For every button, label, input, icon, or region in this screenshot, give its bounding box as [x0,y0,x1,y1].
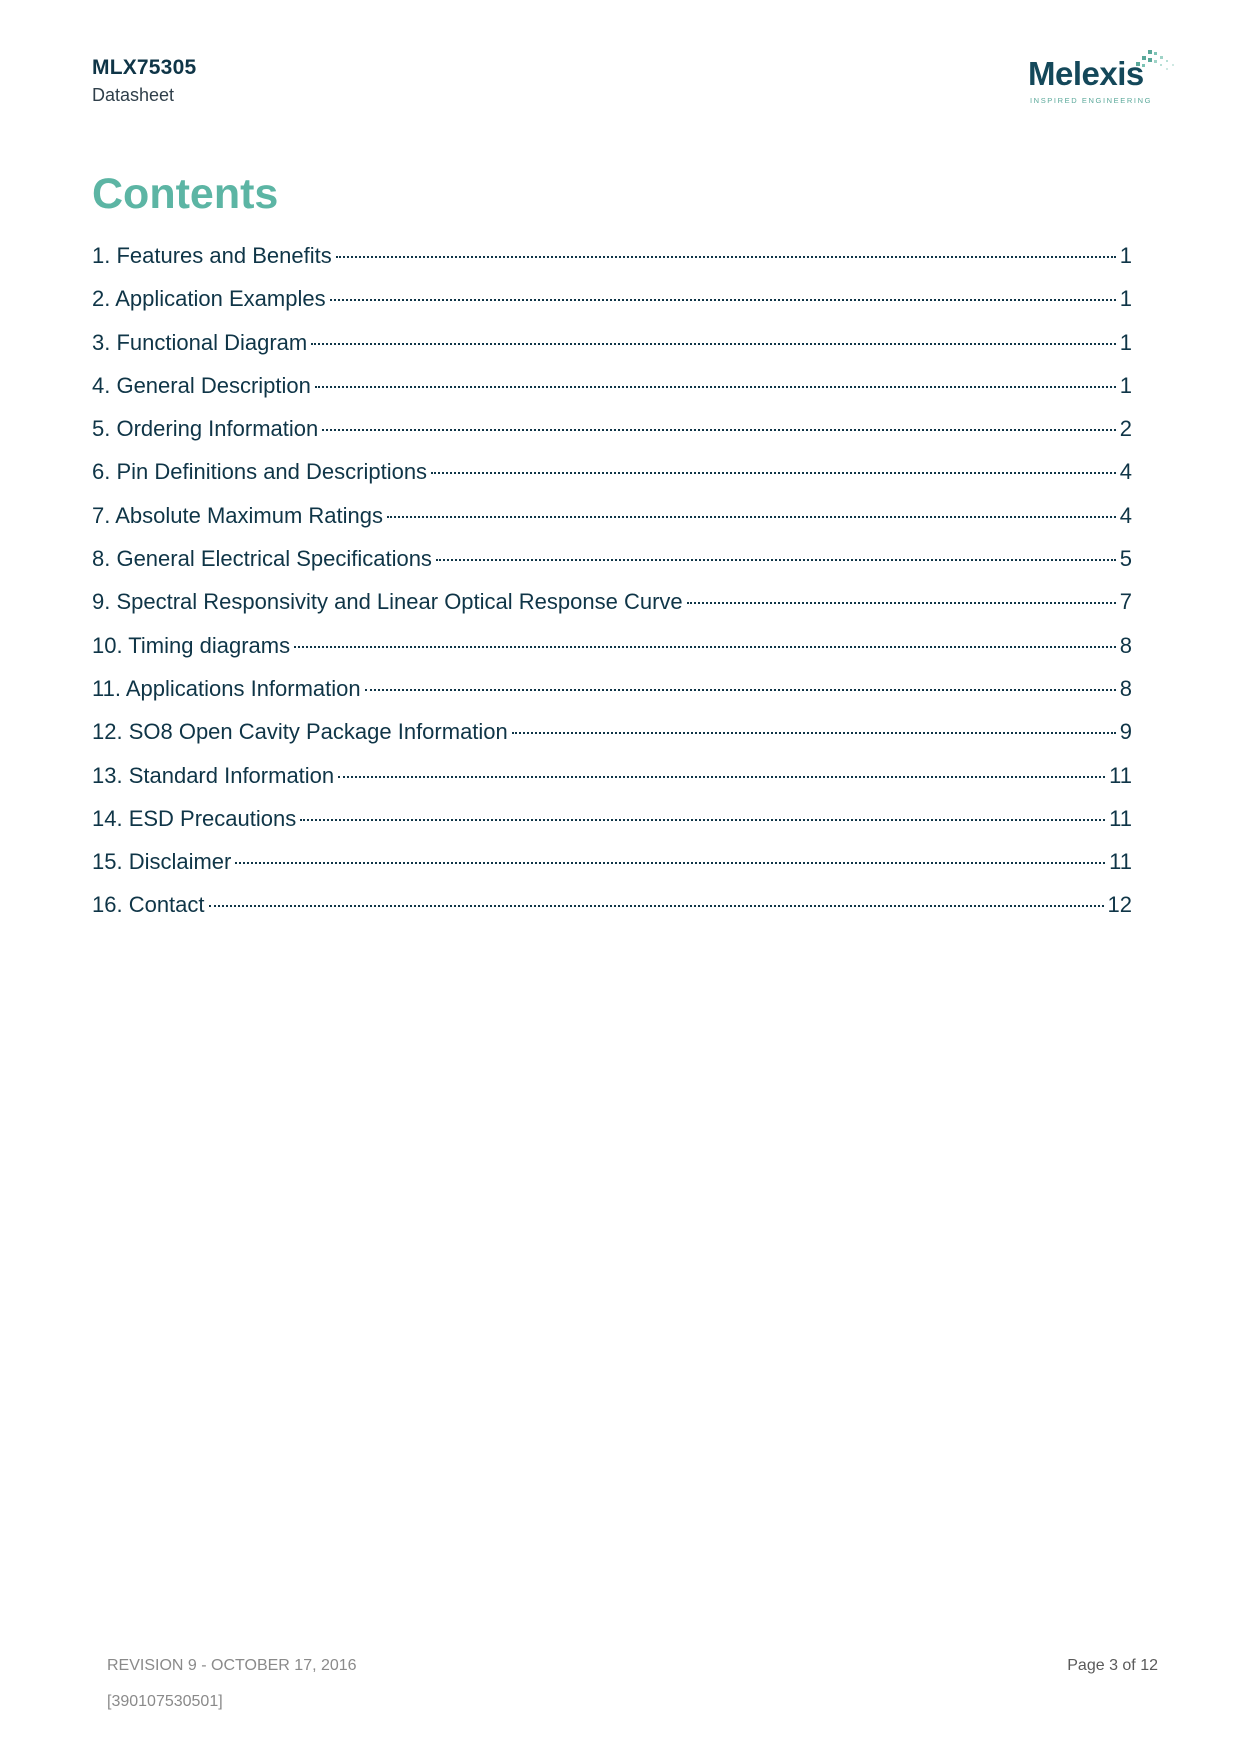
toc-entry-page[interactable]: 1 [1119,286,1132,312]
toc-entry[interactable] [92,330,1132,373]
contents-heading: Contents [92,170,279,218]
footer-page-number: Page 3 of 12 [1067,1657,1158,1674]
document-header [92,54,196,108]
toc-entry-page[interactable]: 11 [1109,762,1132,788]
toc-entry-title[interactable]: 4. General Description [92,372,311,398]
toc-entry-title[interactable]: 1. Features and Benefits [92,243,332,268]
toc-entry-title[interactable]: 15. Disclaimer [92,849,232,875]
toc-dot-leader [330,299,1116,301]
toc-dot-leader [512,732,1116,734]
toc-dot-leader [315,386,1116,388]
toc-entry-page[interactable]: 12 [1107,892,1132,918]
toc-entry[interactable] [92,892,1132,935]
toc-dot-leader [387,516,1116,518]
toc-dot-leader [322,429,1116,431]
toc-dot-leader [687,602,1116,604]
logo-wordmark: Melexis [1028,55,1144,92]
toc-entry-title[interactable]: 8. General Electrical Specifications [92,546,432,572]
toc-entry-title[interactable]: 2. Application Examples [92,286,326,312]
toc-entry[interactable] [92,676,1132,719]
toc-entry-page[interactable]: 1 [1119,243,1132,268]
toc-entry-title[interactable]: 12. SO8 Open Cavity Package Information [92,719,508,745]
toc-entry-page[interactable]: 11 [1109,805,1132,831]
toc-entry-title[interactable]: 3. Functional Diagram [92,329,308,355]
toc-entry-page[interactable]: 4 [1119,459,1132,485]
footer-document-number: [390107530501] [107,1693,223,1710]
melexis-logo [1028,46,1186,110]
footer-revision: REVISION 9 - OCTOBER 17, 2016 [107,1657,357,1674]
toc-entry-page[interactable]: 8 [1119,675,1132,701]
toc-entry-title[interactable]: 14. ESD Precautions [92,805,297,831]
toc-entry-page[interactable]: 11 [1109,849,1132,875]
toc-dot-leader [311,343,1116,345]
toc-entry-page[interactable]: 7 [1119,589,1132,615]
toc-dot-leader [209,905,1104,907]
toc-entry[interactable] [92,589,1132,632]
toc-entry[interactable] [92,849,1132,892]
toc-dot-leader [336,256,1116,258]
toc-entry-title[interactable]: 7. Absolute Maximum Ratings [92,502,384,528]
toc-entry-title[interactable]: 16. Contact [92,892,205,918]
toc-entry-title[interactable]: 11. Applications Information [92,675,361,701]
toc-entry-page[interactable]: 5 [1119,546,1132,572]
toc-entry[interactable] [92,459,1132,502]
toc-entry-title[interactable]: 5. Ordering Information [92,416,319,442]
toc-entry[interactable] [92,373,1132,416]
footer-left [107,1648,357,1720]
toc-entry-title[interactable]: 9. Spectral Responsivity and Linear Optical Response Curve [92,589,683,615]
toc-entry-page[interactable]: 1 [1119,329,1132,355]
toc-entry[interactable] [92,286,1132,329]
document-subtitle: Datasheet [92,85,175,105]
toc-dot-leader [365,689,1116,691]
toc-entry[interactable] [92,763,1132,806]
toc-entry-title[interactable]: 10. Timing diagrams [92,632,291,658]
toc-entry[interactable] [92,719,1132,762]
toc-entry-page[interactable]: 4 [1119,502,1132,528]
toc-dot-leader [300,819,1105,821]
toc-entry[interactable] [92,806,1132,849]
logo-tagline: INSPIRED ENGINEERING [1030,96,1153,105]
toc-dot-leader [436,559,1116,561]
toc-dot-leader [431,472,1116,474]
toc-entry[interactable] [92,546,1132,589]
toc-entry-page[interactable]: 9 [1119,719,1132,745]
document-title: MLX75305 [92,56,197,79]
toc-entry[interactable] [92,416,1132,459]
toc-entry-page[interactable]: 8 [1119,632,1132,658]
toc-entry[interactable] [92,243,1132,286]
toc-entry-page[interactable]: 1 [1119,372,1132,398]
toc-entry-title[interactable]: 13. Standard Information [92,762,335,788]
toc-entry-page[interactable]: 2 [1119,416,1132,442]
toc-entry-title[interactable]: 6. Pin Definitions and Descriptions [92,459,428,485]
toc-entry[interactable] [92,633,1132,676]
toc-dot-leader [235,862,1105,864]
table-of-contents [92,243,1132,936]
toc-dot-leader [338,776,1105,778]
toc-entry[interactable] [92,503,1132,546]
toc-dot-leader [294,646,1116,648]
